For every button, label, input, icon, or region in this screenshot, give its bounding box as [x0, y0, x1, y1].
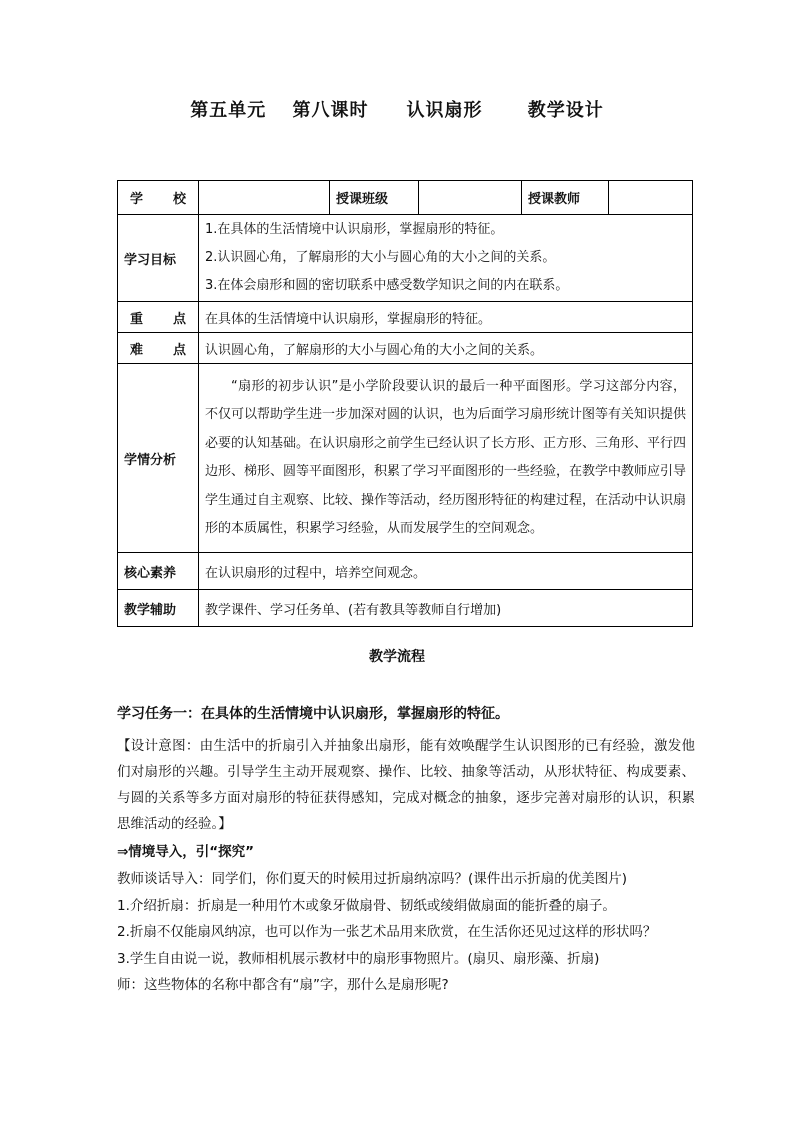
difficulty-value: 认识圆心角，了解扇形的大小与圆心角的大小之间的关系。	[199, 333, 693, 364]
body-line-2: 1.介绍折扇：折扇是一种用竹木或象牙做扇骨、韧纸或绫绢做扇面的能折叠的扇子。	[117, 897, 616, 914]
aid-label: 教学辅助	[118, 590, 199, 627]
goals-label: 学习目标	[118, 215, 199, 302]
lesson-body	[117, 866, 695, 999]
table-row-header	[118, 181, 693, 215]
aid-value: 教学课件、学习任务单、(若有教具等教师自行增加)	[199, 590, 693, 627]
table-row-goals	[118, 215, 693, 302]
teacher-value-cell	[609, 181, 693, 215]
class-value-cell	[419, 181, 522, 215]
table-row-analysis	[118, 364, 693, 553]
key-point-value: 在具体的生活情境中认识扇形，掌握扇形的特征。	[199, 302, 693, 333]
difficulty-label-char-1: 难	[130, 342, 144, 358]
key-label-char-2: 点	[172, 311, 186, 327]
school-label-cell	[118, 181, 199, 215]
design-intent-paragraph: 【设计意图：由生活中的折扇引入并抽象出扇形，能有效唤醒学生认识图形的已有经验，激发他们对扇形的兴趣。引导学生主动开展观察、操作、比较、抽象等活动，从形状特征、构成要素、与圆的关系等多方面对扇形的特征获得感知，完成对概念的抽象，逐步完善对扇形的认识，积累思维活动的经验。】	[117, 738, 695, 832]
context-intro-heading: ⇒情境导入，引“探究”	[117, 844, 255, 860]
body-line-5: 师：这些物体的名称中都含有“扇”字，那什么是扇形呢?	[117, 977, 449, 993]
table-row-teaching-aid	[118, 590, 693, 627]
analysis-value-cell	[199, 364, 693, 553]
goal-item-1: 1.在具体的生活情境中认识扇形，掌握扇形的特征。	[205, 222, 504, 237]
table-row-difficulty	[118, 333, 693, 364]
difficulty-label-cell	[118, 333, 199, 364]
teacher-label-cell: 授课教师	[522, 181, 609, 215]
school-label-char-1: 学	[130, 192, 144, 207]
school-label-char-2: 校	[172, 192, 186, 207]
analysis-label: 学情分析	[118, 364, 199, 553]
table-row-core-literacy	[118, 553, 693, 590]
school-value-cell	[199, 181, 330, 215]
goals-cell	[199, 215, 693, 302]
key-label-char-1: 重	[130, 311, 144, 327]
key-point-label-cell	[118, 302, 199, 333]
core-value: 在认识扇形的过程中，培养空间观念。	[199, 553, 693, 590]
goal-item-2: 2.认识圆心角，了解扇形的大小与圆心角的大小之间的关系。	[205, 250, 556, 265]
class-label-cell: 授课班级	[330, 181, 419, 215]
core-label: 核心素养	[118, 553, 199, 590]
table-row-key-point	[118, 302, 693, 333]
lesson-info-table	[117, 180, 693, 627]
body-line-3: 2.折扇不仅能扇风纳凉，也可以作为一张艺术品用来欣赏，在生活你还见过这样的形状吗？	[117, 924, 657, 940]
teaching-flow-title: 教学流程	[369, 649, 425, 665]
body-line-1: 教师谈话导入：同学们，你们夏天的时候用过折扇纳凉吗？(课件出示折扇的优美图片)	[117, 871, 628, 887]
document-title: 第五单元 第八课时 认识扇形 教学设计	[190, 100, 604, 121]
analysis-paragraph: “扇形的初步认识”是小学阶段要认识的最后一种平面图形。学习这部分内容，不仅可以帮助学生进一步加深对圆的认识，也为后面学习扇形统计图等有关知识提供必要的认知基础。在认识扇形之前学生已经认识了长方形、正方形、三角形、平行四边形、梯形、圆等平面图形，积累了学习平面图形的一些经验，在教学中教师应引导学生通过自主观察、比较、操作等活动，经历图形特征的构建过程，在活动中认识扇形的本质属性，积累学习经验，从而发展学生的空间观念。	[205, 378, 687, 536]
body-line-4: 3.学生自由说一说，教师相机展示教材中的扇形事物照片。(扇贝、扇形藻、折扇)	[117, 950, 600, 967]
goal-item-3: 3.在体会扇形和圆的密切联系中感受数学知识之间的内在联系。	[205, 278, 569, 293]
task1-heading: 学习任务一：在具体的生活情境中认识扇形，掌握扇形的特征。	[117, 706, 509, 722]
difficulty-label-char-2: 点	[172, 342, 186, 358]
